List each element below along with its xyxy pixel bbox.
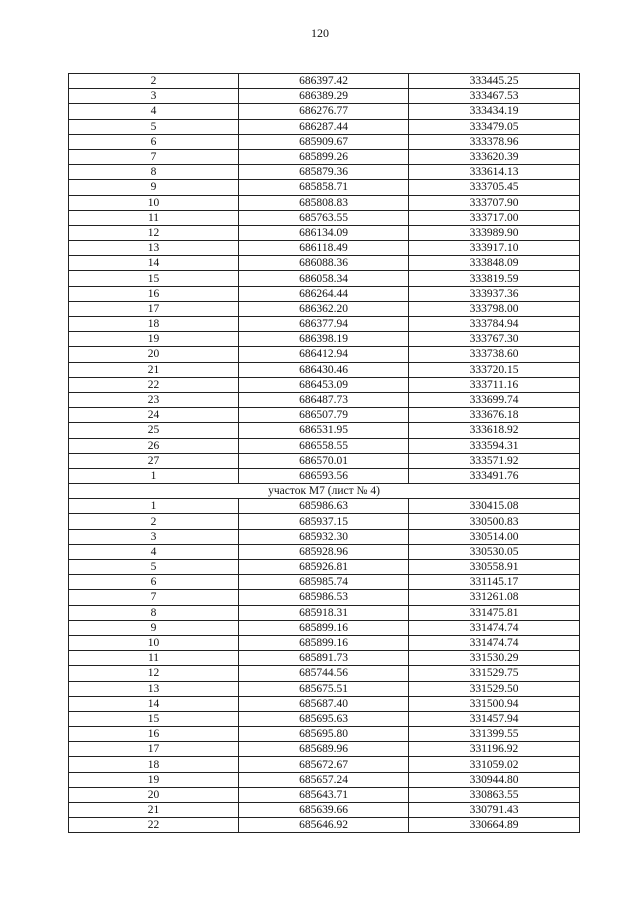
x-coordinate-cell: 685899.16	[239, 635, 409, 650]
y-coordinate-cell: 333467.53	[409, 89, 580, 104]
x-coordinate-cell: 686362.20	[239, 301, 409, 316]
table-row	[69, 210, 580, 225]
point-number-cell: 24	[69, 408, 239, 423]
point-number-cell: 5	[69, 560, 239, 575]
y-coordinate-cell: 331399.55	[409, 727, 580, 742]
x-coordinate-cell: 685672.67	[239, 757, 409, 772]
point-number-cell: 2	[69, 514, 239, 529]
point-number-cell: 21	[69, 803, 239, 818]
table-row	[69, 666, 580, 681]
point-number-cell: 7	[69, 149, 239, 164]
table-row	[69, 818, 580, 833]
y-coordinate-cell: 331475.81	[409, 605, 580, 620]
y-coordinate-cell: 333571.92	[409, 453, 580, 468]
y-coordinate-cell: 331474.74	[409, 635, 580, 650]
table-row	[69, 89, 580, 104]
table-row	[69, 651, 580, 666]
y-coordinate-cell: 333717.00	[409, 210, 580, 225]
y-coordinate-cell: 333798.00	[409, 301, 580, 316]
x-coordinate-cell: 685909.67	[239, 134, 409, 149]
y-coordinate-cell: 333618.92	[409, 423, 580, 438]
point-number-cell: 23	[69, 392, 239, 407]
x-coordinate-cell: 686487.73	[239, 392, 409, 407]
table-row	[69, 423, 580, 438]
y-coordinate-cell: 330791.43	[409, 803, 580, 818]
y-coordinate-cell: 330944.80	[409, 772, 580, 787]
y-coordinate-cell: 333614.13	[409, 165, 580, 180]
y-coordinate-cell: 331474.74	[409, 620, 580, 635]
point-number-cell: 17	[69, 742, 239, 757]
coordinates-table-body	[69, 74, 580, 833]
y-coordinate-cell: 330500.83	[409, 514, 580, 529]
section-title: участок М7 (лист № 4)	[69, 484, 580, 499]
table-row	[69, 392, 580, 407]
x-coordinate-cell: 686118.49	[239, 241, 409, 256]
table-row	[69, 620, 580, 635]
x-coordinate-cell: 685858.71	[239, 180, 409, 195]
x-coordinate-cell: 685657.24	[239, 772, 409, 787]
x-coordinate-cell: 685937.15	[239, 514, 409, 529]
table-row	[69, 180, 580, 195]
y-coordinate-cell: 333620.39	[409, 149, 580, 164]
y-coordinate-cell: 333676.18	[409, 408, 580, 423]
table-row	[69, 787, 580, 802]
x-coordinate-cell: 686507.79	[239, 408, 409, 423]
y-coordinate-cell: 333594.31	[409, 438, 580, 453]
point-number-cell: 1	[69, 468, 239, 483]
table-row	[69, 119, 580, 134]
y-coordinate-cell: 333711.16	[409, 377, 580, 392]
y-coordinate-cell: 333767.30	[409, 332, 580, 347]
point-number-cell: 22	[69, 377, 239, 392]
point-number-cell: 10	[69, 635, 239, 650]
point-number-cell: 14	[69, 256, 239, 271]
x-coordinate-cell: 685689.96	[239, 742, 409, 757]
point-number-cell: 10	[69, 195, 239, 210]
point-number-cell: 2	[69, 74, 239, 89]
point-number-cell: 20	[69, 347, 239, 362]
table-row	[69, 560, 580, 575]
point-number-cell: 8	[69, 165, 239, 180]
y-coordinate-cell: 333707.90	[409, 195, 580, 210]
x-coordinate-cell: 685808.83	[239, 195, 409, 210]
x-coordinate-cell: 685899.26	[239, 149, 409, 164]
x-coordinate-cell: 686264.44	[239, 286, 409, 301]
point-number-cell: 15	[69, 271, 239, 286]
coordinates-table	[68, 73, 580, 833]
point-number-cell: 19	[69, 772, 239, 787]
point-number-cell: 5	[69, 119, 239, 134]
table-row	[69, 742, 580, 757]
point-number-cell: 18	[69, 317, 239, 332]
x-coordinate-cell: 686058.34	[239, 271, 409, 286]
section-header-row	[69, 484, 580, 499]
point-number-cell: 11	[69, 651, 239, 666]
point-number-cell: 21	[69, 362, 239, 377]
x-coordinate-cell: 686531.95	[239, 423, 409, 438]
x-coordinate-cell: 686389.29	[239, 89, 409, 104]
table-row	[69, 241, 580, 256]
table-row	[69, 317, 580, 332]
y-coordinate-cell: 333784.94	[409, 317, 580, 332]
table-row	[69, 362, 580, 377]
x-coordinate-cell: 685639.66	[239, 803, 409, 818]
table-row	[69, 225, 580, 240]
table-row	[69, 134, 580, 149]
y-coordinate-cell: 331530.29	[409, 651, 580, 666]
point-number-cell: 13	[69, 241, 239, 256]
y-coordinate-cell: 330415.08	[409, 499, 580, 514]
table-row	[69, 499, 580, 514]
y-coordinate-cell: 331457.94	[409, 711, 580, 726]
table-row	[69, 301, 580, 316]
table-row	[69, 635, 580, 650]
x-coordinate-cell: 685643.71	[239, 787, 409, 802]
x-coordinate-cell: 685879.36	[239, 165, 409, 180]
point-number-cell: 16	[69, 286, 239, 301]
table-row	[69, 271, 580, 286]
y-coordinate-cell: 333705.45	[409, 180, 580, 195]
table-row	[69, 104, 580, 119]
table-row	[69, 332, 580, 347]
y-coordinate-cell: 330863.55	[409, 787, 580, 802]
x-coordinate-cell: 686276.77	[239, 104, 409, 119]
point-number-cell: 1	[69, 499, 239, 514]
y-coordinate-cell: 331529.50	[409, 681, 580, 696]
x-coordinate-cell: 686287.44	[239, 119, 409, 134]
y-coordinate-cell: 333479.05	[409, 119, 580, 134]
y-coordinate-cell: 331500.94	[409, 696, 580, 711]
y-coordinate-cell: 333720.15	[409, 362, 580, 377]
y-coordinate-cell: 333989.90	[409, 225, 580, 240]
y-coordinate-cell: 333699.74	[409, 392, 580, 407]
table-row	[69, 468, 580, 483]
point-number-cell: 8	[69, 605, 239, 620]
y-coordinate-cell: 333738.60	[409, 347, 580, 362]
table-row	[69, 605, 580, 620]
table-row	[69, 408, 580, 423]
page-number: 120	[311, 26, 329, 40]
y-coordinate-cell: 331196.92	[409, 742, 580, 757]
y-coordinate-cell: 333819.59	[409, 271, 580, 286]
table-row	[69, 772, 580, 787]
y-coordinate-cell: 330514.00	[409, 529, 580, 544]
x-coordinate-cell: 685985.74	[239, 575, 409, 590]
point-number-cell: 12	[69, 666, 239, 681]
x-coordinate-cell: 686134.09	[239, 225, 409, 240]
table-row	[69, 575, 580, 590]
point-number-cell: 13	[69, 681, 239, 696]
x-coordinate-cell: 685695.80	[239, 727, 409, 742]
table-row	[69, 165, 580, 180]
point-number-cell: 16	[69, 727, 239, 742]
x-coordinate-cell: 686412.94	[239, 347, 409, 362]
table-row	[69, 256, 580, 271]
table-row	[69, 803, 580, 818]
point-number-cell: 4	[69, 544, 239, 559]
point-number-cell: 9	[69, 180, 239, 195]
y-coordinate-cell: 333848.09	[409, 256, 580, 271]
x-coordinate-cell: 685687.40	[239, 696, 409, 711]
y-coordinate-cell: 330558.91	[409, 560, 580, 575]
y-coordinate-cell: 333917.10	[409, 241, 580, 256]
table-row	[69, 347, 580, 362]
point-number-cell: 22	[69, 818, 239, 833]
table-row	[69, 590, 580, 605]
point-number-cell: 26	[69, 438, 239, 453]
point-number-cell: 15	[69, 711, 239, 726]
point-number-cell: 25	[69, 423, 239, 438]
point-number-cell: 3	[69, 89, 239, 104]
y-coordinate-cell: 333937.36	[409, 286, 580, 301]
point-number-cell: 20	[69, 787, 239, 802]
point-number-cell: 17	[69, 301, 239, 316]
y-coordinate-cell: 331145.17	[409, 575, 580, 590]
y-coordinate-cell: 331529.75	[409, 666, 580, 681]
point-number-cell: 9	[69, 620, 239, 635]
table-row	[69, 681, 580, 696]
point-number-cell: 12	[69, 225, 239, 240]
x-coordinate-cell: 686377.94	[239, 317, 409, 332]
x-coordinate-cell: 685675.51	[239, 681, 409, 696]
x-coordinate-cell: 686558.55	[239, 438, 409, 453]
x-coordinate-cell: 686453.09	[239, 377, 409, 392]
x-coordinate-cell: 686430.46	[239, 362, 409, 377]
table-row	[69, 727, 580, 742]
y-coordinate-cell: 333491.76	[409, 468, 580, 483]
point-number-cell: 18	[69, 757, 239, 772]
x-coordinate-cell: 685986.53	[239, 590, 409, 605]
point-number-cell: 14	[69, 696, 239, 711]
x-coordinate-cell: 686397.42	[239, 74, 409, 89]
x-coordinate-cell: 685986.63	[239, 499, 409, 514]
y-coordinate-cell: 333445.25	[409, 74, 580, 89]
table-row	[69, 544, 580, 559]
table-row	[69, 74, 580, 89]
table-row	[69, 696, 580, 711]
table-row	[69, 711, 580, 726]
x-coordinate-cell: 685763.55	[239, 210, 409, 225]
y-coordinate-cell: 330530.05	[409, 544, 580, 559]
y-coordinate-cell: 331261.08	[409, 590, 580, 605]
x-coordinate-cell: 686398.19	[239, 332, 409, 347]
x-coordinate-cell: 685928.96	[239, 544, 409, 559]
table-row	[69, 195, 580, 210]
point-number-cell: 3	[69, 529, 239, 544]
table-row	[69, 757, 580, 772]
x-coordinate-cell: 686570.01	[239, 453, 409, 468]
point-number-cell: 7	[69, 590, 239, 605]
table-row	[69, 286, 580, 301]
x-coordinate-cell: 686088.36	[239, 256, 409, 271]
point-number-cell: 11	[69, 210, 239, 225]
x-coordinate-cell: 685899.16	[239, 620, 409, 635]
table-row	[69, 529, 580, 544]
x-coordinate-cell: 685695.63	[239, 711, 409, 726]
point-number-cell: 6	[69, 134, 239, 149]
table-row	[69, 453, 580, 468]
table-row	[69, 149, 580, 164]
x-coordinate-cell: 685646.92	[239, 818, 409, 833]
y-coordinate-cell: 330664.89	[409, 818, 580, 833]
point-number-cell: 4	[69, 104, 239, 119]
x-coordinate-cell: 686593.56	[239, 468, 409, 483]
y-coordinate-cell: 331059.02	[409, 757, 580, 772]
point-number-cell: 6	[69, 575, 239, 590]
y-coordinate-cell: 333378.96	[409, 134, 580, 149]
table-row	[69, 438, 580, 453]
point-number-cell: 19	[69, 332, 239, 347]
y-coordinate-cell: 333434.19	[409, 104, 580, 119]
table-row	[69, 377, 580, 392]
x-coordinate-cell: 685918.31	[239, 605, 409, 620]
x-coordinate-cell: 685932.30	[239, 529, 409, 544]
table-row	[69, 514, 580, 529]
x-coordinate-cell: 685926.81	[239, 560, 409, 575]
point-number-cell: 27	[69, 453, 239, 468]
x-coordinate-cell: 685891.73	[239, 651, 409, 666]
x-coordinate-cell: 685744.56	[239, 666, 409, 681]
